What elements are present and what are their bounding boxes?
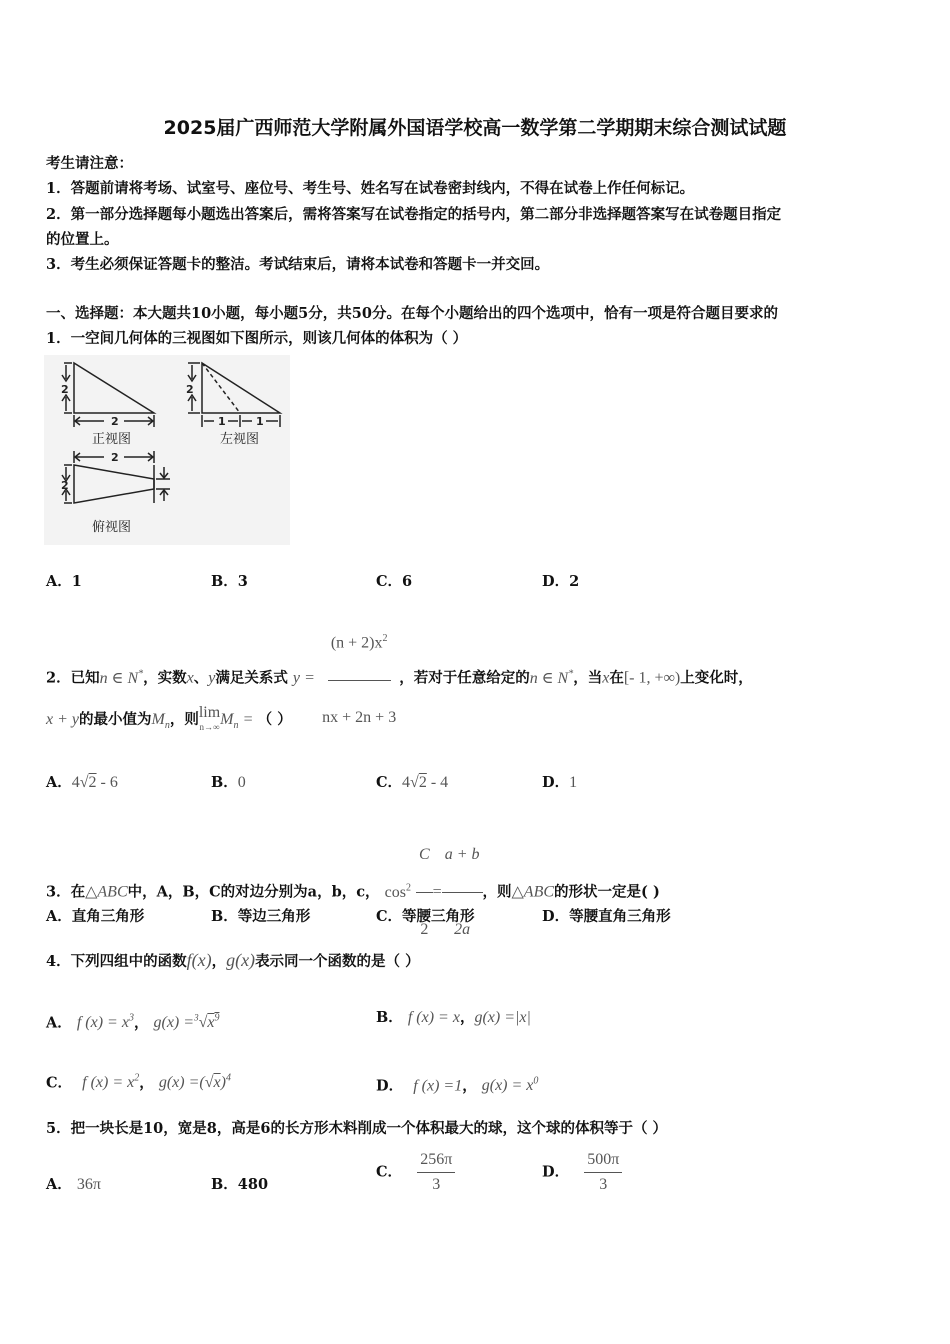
q1-option-b[interactable]: B．3 [211, 573, 248, 590]
q2-option-c[interactable]: C．4√2 - 4 [376, 774, 449, 791]
relation-fraction: $\frac{(n + 2)x^2}{nx + 2n + 3}$ [319, 604, 399, 753]
notice-item: 3．考生必须保证答题卡的整洁。考试结束后，请将本试卷和答题卡一并交回。 [46, 256, 550, 273]
interval: [- 1, +∞) [623, 669, 681, 687]
q1-option-a[interactable]: A．1 [46, 573, 82, 590]
q4-option-c[interactable]: C． f $(x) = x^2$， $g(x) =(√x)^4$ [46, 1073, 231, 1092]
question-1-stem: 1．一空间几何体的三视图如下图所示，则该几何体的体积为（ ） [46, 330, 468, 347]
notice-heading: 考生请注意： [46, 155, 133, 172]
q1-option-d[interactable]: D．2 [542, 573, 580, 590]
notice-item: 2．第一部分选择题每小题选出答案后，需将答案写在试卷指定的括号内，第二部分非选择题答案写在试卷题目指定 [46, 206, 782, 223]
q5-option-d[interactable]: D． $\frac{500\pi}{3}$ [542, 1150, 622, 1195]
dim-label: 2 [111, 415, 119, 428]
section-heading: 一、选择题：本大题共10小题，每小题5分，共50分。在每个小题给出的四个选项中，恰有一项是符合题目要求的 [46, 305, 778, 322]
q5-option-b[interactable]: B．480 [211, 1176, 269, 1193]
question-3-stem: 3．在△ABC中，A，B，C的对边分别为a，b，c， $\cos^2$ $\frac{C}{2}$ = $\frac{a + b}{2a}$ ，则△ABC的形状一定是( ) [46, 820, 660, 965]
q3-option-a[interactable]: A．直角三角形 [46, 908, 145, 925]
half-angle-fraction: $\frac{C}{2}$ [416, 820, 433, 965]
page-title: 2025届广西师范大学附属外国语学校高一数学第二学期期末综合测试试题 [163, 117, 787, 139]
dim-label: 2 [186, 383, 194, 396]
q2-option-b[interactable]: B．0 [211, 774, 246, 791]
dim-label: 1 [218, 415, 226, 428]
q2-option-a[interactable]: A．4√2 - 6 [46, 774, 118, 791]
dim-label: 1 [256, 415, 264, 428]
math-n-in-N: n ∈ N* [99, 668, 144, 687]
question-2-line2: x + y的最小值为$M_n$，则 lim n→∞ $M_n$ = （ ） [46, 704, 292, 732]
q2-option-d[interactable]: D．1 [542, 774, 578, 791]
q5-option-c[interactable]: C． $\frac{256\pi}{3}$ [376, 1150, 455, 1195]
q3-option-d[interactable]: D．等腰直角三角形 [542, 908, 671, 925]
dim-label: 2 [111, 451, 119, 464]
three-view-figure [44, 355, 290, 545]
dim-label: 2 [61, 383, 69, 396]
question-4-stem: 4．下列四组中的函数f(x)，g(x)表示同一个函数的是（ ） [46, 950, 420, 970]
question-2-line1: 2．已知n ∈ N*，实数x、y满足关系式 y = $\frac{(n + 2)x^2}{nx + 2n + 3}$ ，若对于任意给定的n ∈ N*，当x在[- 1, +∞)上变化时， [46, 604, 753, 753]
top-view-label: 俯视图 [92, 520, 132, 535]
question-5-stem: 5．把一块长是10，宽是8，高是6的长方形木料削成一个体积最大的球，这个球的体积等于（ ） [46, 1120, 667, 1137]
q4-option-a[interactable]: A． f $(x) = x^3$， $g(x) =^3√x^9$ [46, 1013, 220, 1032]
limit: lim n→∞ [198, 704, 221, 732]
ratio-fraction: $\frac{a + b}{2a}$ [442, 820, 483, 965]
notice-item: 1．答题前请将考场、试室号、座位号、考生号、姓名写在试卷密封线内，不得在试卷上作任何标记。 [46, 180, 695, 197]
q4-option-b[interactable]: B． f (x) = x，g(x) =|x| [376, 1009, 531, 1026]
dim-label: 2 [61, 479, 69, 492]
side-view-label: 左视图 [220, 432, 260, 447]
q3-option-b[interactable]: B．等边三角形 [211, 908, 311, 925]
q1-option-c[interactable]: C．6 [376, 573, 413, 590]
q3-option-c[interactable]: C．等腰三角形 [376, 908, 475, 925]
q5-option-a[interactable]: A． 36π [46, 1176, 101, 1193]
notice-item: 的位置上。 [46, 231, 119, 248]
front-view-label: 正视图 [92, 432, 132, 447]
q4-option-d[interactable]: D． f (x) =1， $g(x) = x^0$ [376, 1076, 539, 1095]
